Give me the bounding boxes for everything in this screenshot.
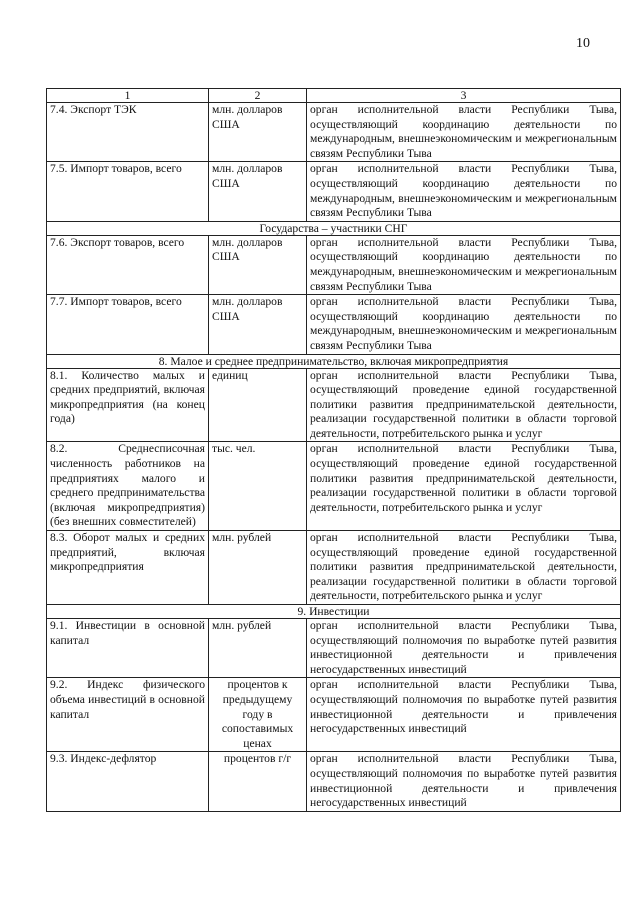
table-row	[47, 619, 621, 678]
indicator-cell: 7.4. Экспорт ТЭК	[47, 103, 209, 162]
indicator-cell: 7.6. Экспорт товаров, всего	[47, 235, 209, 294]
section-title: Государства – участники СНГ	[47, 221, 621, 235]
indicator-cell: 7.5. Импорт товаров, всего	[47, 162, 209, 221]
responsible-body-cell: орган исполнительной власти Республики Тыва, осуществляющий проведение единой государственной политики развития предпринимательской деятельности, реализации государственной политики в области торговой деятельности, потребительского рынка и услуг	[307, 442, 621, 531]
unit-cell: млн. долларов США	[209, 295, 307, 354]
responsible-body-cell: орган исполнительной власти Республики Тыва, осуществляющий полномочия по выработке путей развития инвестиционной деятельности и привлечения негосударственных инвестиций	[307, 619, 621, 678]
table-header-row	[47, 89, 621, 103]
table-row	[47, 295, 621, 354]
unit-cell: процентов г/г	[209, 752, 307, 811]
responsible-body-cell: орган исполнительной власти Республики Тыва, осуществляющий координацию деятельности по международным, внешнеэкономическим и межрегиональным связям Республики Тыва	[307, 235, 621, 294]
table-row	[47, 531, 621, 605]
table-row	[47, 678, 621, 752]
section-header-row	[47, 354, 621, 368]
page-number: 10	[576, 36, 590, 51]
unit-cell: млн. рублей	[209, 619, 307, 678]
indicator-cell: 8.2. Среднесписочная численность работников на предприятиях малого и среднего предпринимательства (включая микропредприятия) (без внешних совместителей)	[47, 442, 209, 531]
responsible-body-cell: орган исполнительной власти Республики Тыва, осуществляющий полномочия по выработке путей развития инвестиционной деятельности и привлечения негосударственных инвестиций	[307, 678, 621, 752]
unit-cell: тыс. чел.	[209, 442, 307, 531]
responsible-body-cell: орган исполнительной власти Республики Тыва, осуществляющий координацию деятельности по международным, внешнеэкономическим и межрегиональным связям Республики Тыва	[307, 162, 621, 221]
unit-cell: млн. рублей	[209, 531, 307, 605]
responsible-body-cell: орган исполнительной власти Республики Тыва, осуществляющий координацию деятельности по международным, внешнеэкономическим и межрегиональным связям Республики Тыва	[307, 103, 621, 162]
section-header-row	[47, 221, 621, 235]
section-title: 8. Малое и среднее предпринимательство, включая микропредприятия	[47, 354, 621, 368]
unit-cell: млн. долларов США	[209, 162, 307, 221]
indicator-cell: 7.7. Импорт товаров, всего	[47, 295, 209, 354]
table-row	[47, 162, 621, 221]
header-col-1: 1	[47, 89, 209, 103]
unit-cell: млн. долларов США	[209, 235, 307, 294]
indicator-cell: 9.2. Индекс физического объема инвестиций в основной капитал	[47, 678, 209, 752]
table-row	[47, 442, 621, 531]
indicator-cell: 8.1. Количество малых и средних предприятий, включая микропредприятия (на конец года)	[47, 368, 209, 442]
table-row	[47, 235, 621, 294]
table-row	[47, 752, 621, 811]
table-row	[47, 368, 621, 442]
header-col-3: 3	[307, 89, 621, 103]
responsible-body-cell: орган исполнительной власти Республики Тыва, осуществляющий полномочия по выработке путей развития инвестиционной деятельности и привлечения негосударственных инвестиций	[307, 752, 621, 811]
responsible-body-cell: орган исполнительной власти Республики Тыва, осуществляющий проведение единой государственной политики развития предпринимательской деятельности, реализации государственной политики в области торговой деятельности, потребительского рынка и услуг	[307, 531, 621, 605]
unit-cell: млн. долларов США	[209, 103, 307, 162]
indicators-table	[46, 88, 621, 812]
section-title: 9. Инвестиции	[47, 605, 621, 619]
section-header-row	[47, 605, 621, 619]
indicator-cell: 9.1. Инвестиции в основной капитал	[47, 619, 209, 678]
header-col-2: 2	[209, 89, 307, 103]
indicator-cell: 9.3. Индекс-дефлятор	[47, 752, 209, 811]
responsible-body-cell: орган исполнительной власти Республики Тыва, осуществляющий проведение единой государственной политики развития предпринимательской деятельности, реализации государственной политики в области торговой деятельности, потребительского рынка и услуг	[307, 368, 621, 442]
unit-cell: единиц	[209, 368, 307, 442]
table-row	[47, 103, 621, 162]
indicator-cell: 8.3. Оборот малых и средних предприятий, включая микропредприятия	[47, 531, 209, 605]
responsible-body-cell: орган исполнительной власти Республики Тыва, осуществляющий координацию деятельности по международным, внешнеэкономическим и межрегиональным связям Республики Тыва	[307, 295, 621, 354]
unit-cell: процентов к предыдущему году в сопоставимых ценах	[209, 678, 307, 752]
